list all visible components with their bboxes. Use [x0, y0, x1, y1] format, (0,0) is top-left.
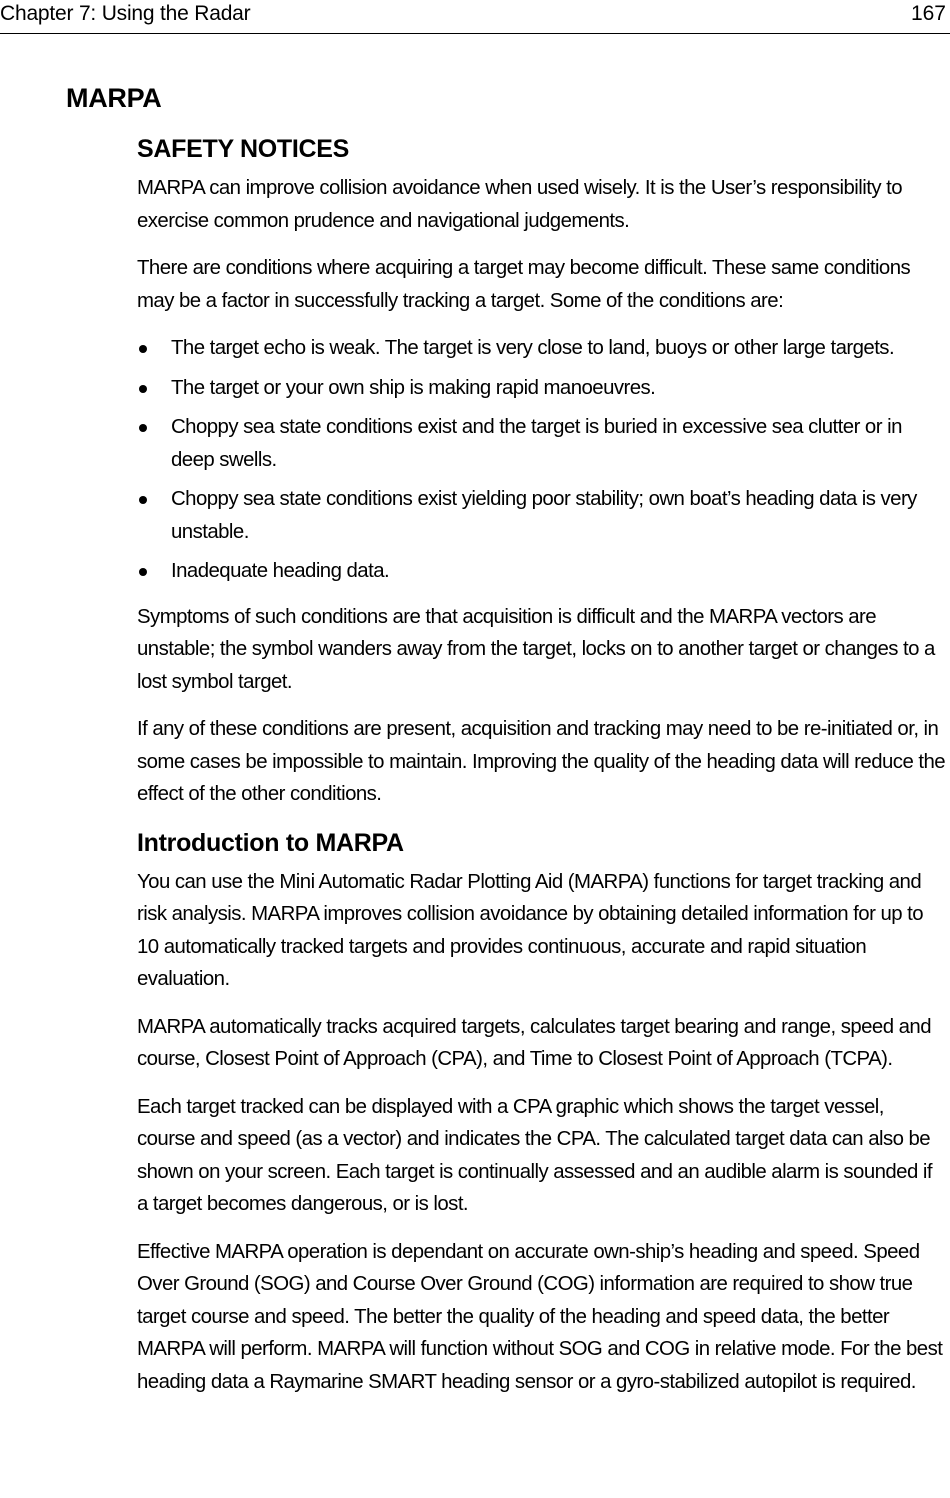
list-item — [137, 332, 946, 365]
paragraph: Symptoms of such conditions are that acquisition is difficult and the MARPA vectors are unstable; the symbol wanders away from the target, locks on to another target or changes to a lost symbol target. — [137, 605, 935, 693]
conditions-list — [137, 332, 946, 588]
bullet-icon — [139, 385, 147, 393]
bullet-icon — [139, 345, 147, 353]
section-title: MARPA — [66, 83, 162, 113]
running-header — [0, 0, 950, 34]
bullet-icon — [139, 568, 147, 576]
paragraph: MARPA can improve collision avoidance when used wisely. It is the User’s responsibility to exercise common prudence and navigational judgements. — [137, 177, 902, 232]
list-item-text: The target echo is weak. The target is very close to land, buoys or other large targets. — [171, 337, 895, 359]
bullet-icon — [139, 424, 147, 432]
chapter-title: Chapter 7: Using the Radar — [0, 2, 251, 25]
list-item-text: Choppy sea state conditions exist yielding poor stability; own boat’s heading data is very unstable. — [171, 488, 917, 543]
list-item — [137, 411, 946, 476]
introduction-heading: Introduction to MARPA — [137, 828, 404, 857]
paragraph: Each target tracked can be displayed with a CPA graphic which shows the target vessel, course and speed (as a vector) and indicates the CPA. The calculated target data can also be shown on your screen. Each target is continually assessed and an audible alarm is sounded if a target becomes dangerous, or is lost. — [137, 1095, 932, 1215]
paragraph: There are conditions where acquiring a target may become difficult. These same conditions may be a factor in successfully tracking a target. Some of the conditions are: — [137, 257, 911, 312]
page-content — [66, 78, 946, 1413]
safety-notices-section — [137, 132, 946, 811]
introduction-section — [137, 826, 946, 1399]
list-item — [137, 372, 946, 405]
paragraph: If any of these conditions are present, acquisition and tracking may need to be re-initiated or, in some cases be impossible to maintain. Improving the quality of the heading data will reduce the effect of the other conditions. — [137, 718, 946, 805]
page-number: 167 — [910, 2, 946, 25]
bullet-icon — [139, 496, 147, 504]
safety-notices-heading: SAFETY NOTICES — [137, 135, 350, 163]
paragraph: Effective MARPA operation is dependant on accurate own-ship’s heading and speed. Speed Over Ground (SOG) and Course Over Ground (COG) information are required to show true target course and speed. The better the quality of the heading and speed data, the better MARPA will perform. MARPA will function without SOG and COG in relative mode. For the best heading data a Raymarine SMART heading sensor or a gyro-stabilized autopilot is required. — [137, 1240, 943, 1393]
list-item-text: Choppy sea state conditions exist and the target is buried in excessive sea clutter or in deep swells. — [171, 416, 902, 471]
list-item-text: Inadequate heading data. — [171, 560, 390, 582]
list-item — [137, 555, 946, 588]
paragraph: MARPA automatically tracks acquired targets, calculates target bearing and range, speed and course, Closest Point of Approach (CPA), and Time to Closest Point of Approach (TCPA). — [137, 1015, 931, 1070]
paragraph: You can use the Mini Automatic Radar Plotting Aid (MARPA) functions for target tracking and risk analysis. MARPA improves collision avoidance by obtaining detailed information for up to 10 automatically tracked targets and provides continuous, accurate and rapid situation evaluation. — [137, 870, 924, 990]
list-item-text: The target or your own ship is making rapid manoeuvres. — [171, 376, 656, 399]
list-item — [137, 483, 946, 548]
